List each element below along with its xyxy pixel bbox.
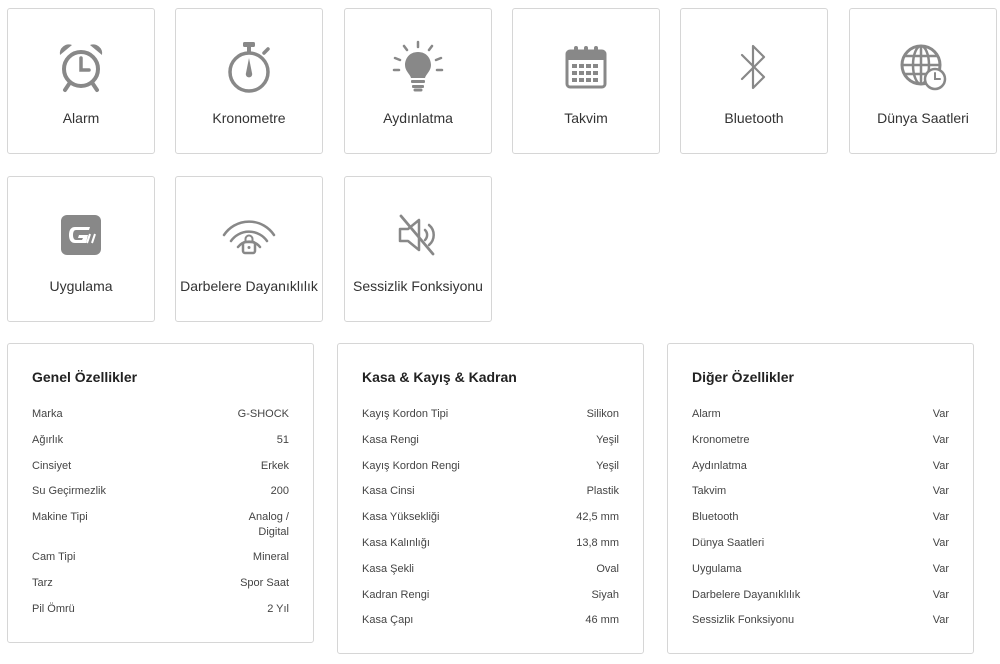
spec-key: Alarm bbox=[692, 408, 721, 420]
feature-card-takvim[interactable] bbox=[512, 8, 660, 154]
spec-row bbox=[32, 433, 289, 448]
spec-row bbox=[362, 562, 619, 577]
spec-row bbox=[32, 510, 289, 539]
spec-key: Darbelere Dayanıklılık bbox=[692, 588, 801, 601]
spec-value: Spor Saat bbox=[240, 577, 289, 590]
feature-label: Sessizlik Fonksiyonu bbox=[353, 278, 483, 294]
spec-value: Yeşil bbox=[596, 433, 619, 446]
spec-value: Plastik bbox=[586, 485, 619, 498]
spec-row bbox=[362, 510, 619, 525]
spec-key: Marka bbox=[32, 408, 63, 420]
spec-key: Dünya Saatleri bbox=[692, 536, 765, 549]
spec-value: Analog / Digital bbox=[248, 511, 289, 538]
spec-row bbox=[692, 407, 949, 422]
spec-row bbox=[362, 433, 619, 448]
spec-value: Var bbox=[932, 408, 949, 420]
spec-key: Kronometre bbox=[692, 433, 750, 446]
spec-row bbox=[32, 407, 289, 422]
feature-label: Aydınlatma bbox=[383, 110, 453, 126]
bluetooth-icon bbox=[681, 37, 827, 97]
spec-card-title: Genel Özellikler bbox=[32, 369, 138, 385]
spec-value: Oval bbox=[596, 562, 619, 575]
spec-row bbox=[362, 613, 619, 628]
feature-card-darbelere-dayaniklilik[interactable] bbox=[175, 176, 323, 322]
feature-label: Bluetooth bbox=[724, 110, 784, 126]
feature-label: Dünya Saatleri bbox=[877, 110, 969, 126]
calendar-icon bbox=[513, 37, 659, 97]
feature-card-uygulama[interactable] bbox=[7, 176, 155, 322]
spec-value: Var bbox=[932, 536, 949, 549]
spec-key: Makine Tipi bbox=[32, 511, 88, 524]
spec-key: Kayış Kordon Rengi bbox=[362, 459, 460, 472]
spec-value: Var bbox=[932, 485, 949, 498]
spec-card-title: Diğer Özellikler bbox=[692, 369, 794, 385]
spec-key: Cinsiyet bbox=[32, 459, 72, 472]
spec-key: Uygulama bbox=[692, 562, 742, 575]
spec-key: Kasa Kalınlığı bbox=[362, 536, 430, 549]
light-bulb-icon bbox=[345, 37, 491, 97]
spec-value: Yeşil bbox=[596, 459, 619, 472]
spec-key: Kasa Çapı bbox=[362, 614, 414, 627]
spec-value: Var bbox=[932, 562, 949, 575]
spec-card-other bbox=[667, 343, 974, 654]
spec-key: Cam Tipi bbox=[32, 551, 76, 564]
shock-resistant-icon bbox=[176, 205, 322, 265]
spec-card-case bbox=[337, 343, 644, 654]
spec-key: Kasa Şekli bbox=[362, 562, 414, 575]
g-shock-app-icon bbox=[8, 205, 154, 265]
spec-row bbox=[362, 536, 619, 551]
stopwatch-icon bbox=[176, 37, 322, 97]
spec-value: G-SHOCK bbox=[237, 408, 289, 420]
spec-key: Pil Ömrü bbox=[32, 603, 75, 616]
spec-key: Sessizlik Fonksiyonu bbox=[692, 614, 795, 627]
spec-key: Su Geçirmezlik bbox=[32, 485, 106, 498]
spec-row bbox=[32, 576, 289, 591]
spec-key: Kasa Yüksekliği bbox=[362, 511, 440, 524]
spec-value: 46 mm bbox=[585, 614, 619, 627]
spec-row bbox=[692, 510, 949, 525]
spec-card-general bbox=[7, 343, 314, 643]
feature-label: Alarm bbox=[62, 110, 100, 126]
feature-card-dunya-saatleri[interactable] bbox=[849, 8, 997, 154]
spec-value: Mineral bbox=[252, 551, 289, 564]
feature-card-kronometre[interactable] bbox=[175, 8, 323, 154]
spec-row bbox=[32, 459, 289, 474]
spec-key: Bluetooth bbox=[692, 511, 739, 524]
spec-row bbox=[692, 536, 949, 551]
spec-key: Tarz bbox=[32, 577, 53, 590]
spec-value: 2 Yıl bbox=[267, 603, 289, 616]
spec-row bbox=[692, 588, 949, 603]
spec-key: Ağırlık bbox=[32, 433, 64, 446]
world-time-icon bbox=[850, 37, 996, 97]
spec-value: Var bbox=[932, 433, 949, 446]
spec-row bbox=[692, 433, 949, 448]
feature-card-aydinlatma[interactable] bbox=[344, 8, 492, 154]
mute-speaker-icon bbox=[345, 205, 491, 265]
feature-label: Kronometre bbox=[212, 110, 286, 126]
spec-value: 13,8 mm bbox=[576, 536, 619, 549]
spec-value: Var bbox=[932, 588, 949, 601]
spec-value: Silikon bbox=[586, 408, 619, 420]
feature-label: Uygulama bbox=[49, 278, 113, 294]
spec-key: Takvim bbox=[692, 485, 727, 498]
spec-key: Kadran Rengi bbox=[362, 588, 430, 601]
feature-card-bluetooth[interactable] bbox=[680, 8, 828, 154]
feature-card-sessizlik-fonksiyonu[interactable] bbox=[344, 176, 492, 322]
spec-key: Kayış Kordon Tipi bbox=[362, 408, 449, 420]
spec-value: Erkek bbox=[260, 459, 289, 472]
spec-value: 42,5 mm bbox=[576, 511, 619, 524]
spec-value: Siyah bbox=[591, 588, 619, 601]
spec-value: Var bbox=[932, 511, 949, 524]
spec-key: Kasa Rengi bbox=[362, 433, 419, 446]
feature-label: Darbelere Dayanıklılık bbox=[180, 278, 318, 294]
spec-row bbox=[32, 602, 289, 617]
spec-row bbox=[692, 562, 949, 577]
spec-value: 51 bbox=[276, 433, 289, 446]
spec-row bbox=[362, 484, 619, 499]
spec-row bbox=[362, 588, 619, 603]
spec-row bbox=[692, 459, 949, 474]
spec-key: Aydınlatma bbox=[692, 459, 747, 472]
spec-row bbox=[362, 407, 619, 422]
spec-value: Var bbox=[932, 459, 949, 472]
feature-grid bbox=[0, 0, 1000, 330]
spec-row bbox=[692, 613, 949, 628]
alarm-clock-icon bbox=[8, 37, 154, 97]
spec-row bbox=[362, 459, 619, 474]
spec-value: 200 bbox=[270, 485, 289, 498]
spec-card-title: Kasa & Kayış & Kadran bbox=[362, 369, 517, 385]
feature-card-alarm[interactable] bbox=[7, 8, 155, 154]
feature-label: Takvim bbox=[564, 110, 608, 126]
spec-row bbox=[32, 550, 289, 565]
spec-key: Kasa Cinsi bbox=[362, 485, 415, 498]
spec-value: Var bbox=[932, 614, 949, 627]
spec-row bbox=[32, 484, 289, 499]
spec-row bbox=[692, 484, 949, 499]
